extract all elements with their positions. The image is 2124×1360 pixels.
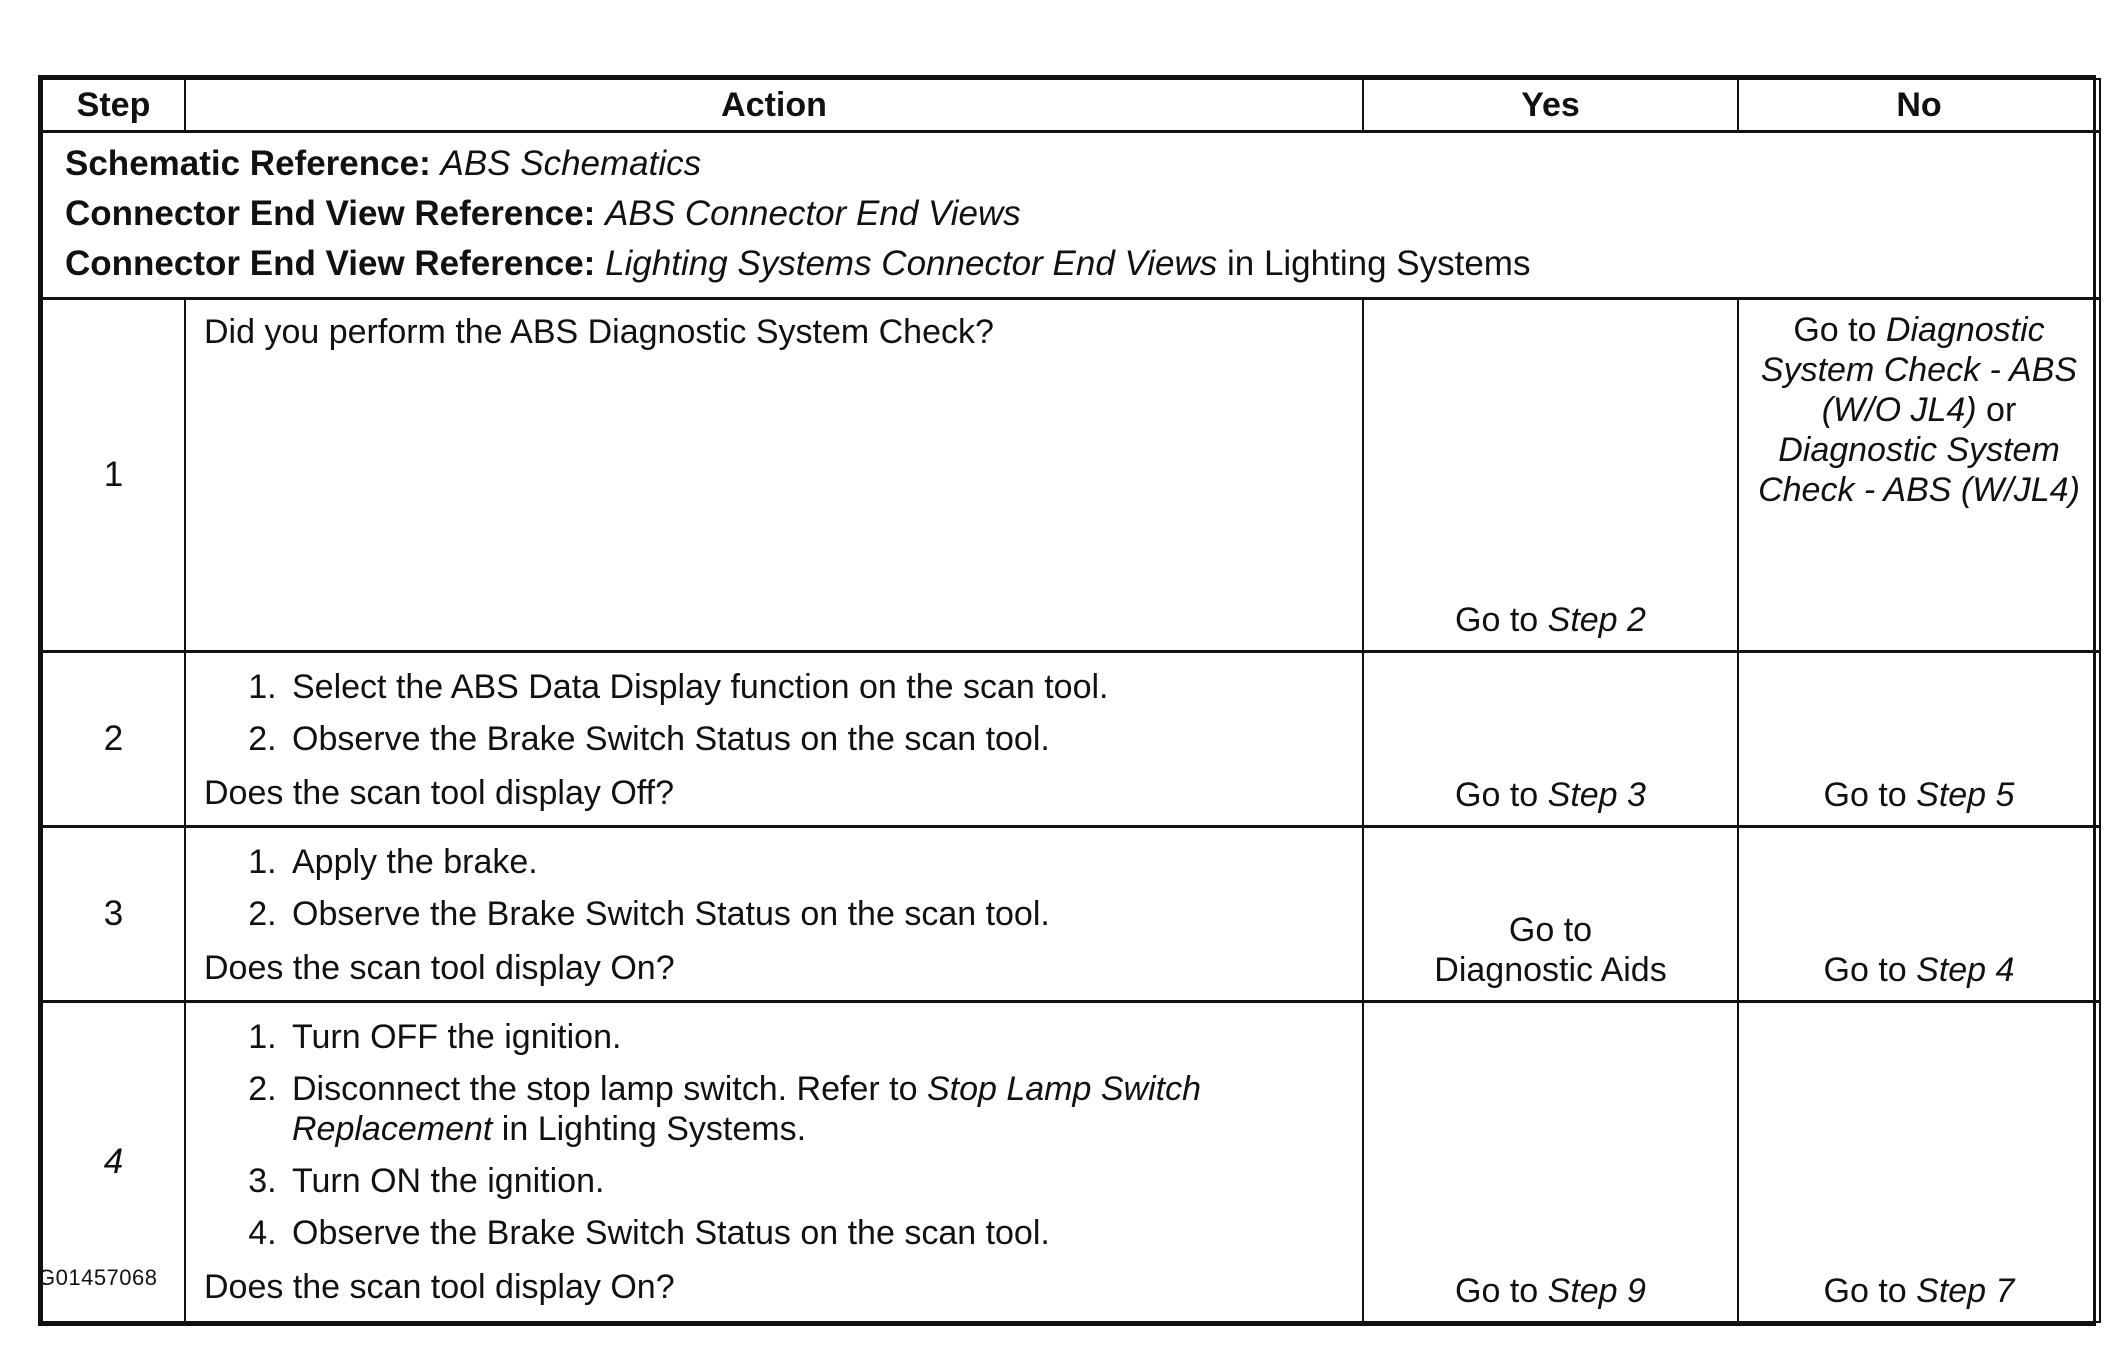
step-number: 2	[42, 652, 185, 827]
action-list	[204, 1017, 1344, 1253]
yes-diagnostic-aids-link[interactable]: Diagnostic Aids	[1434, 951, 1667, 989]
header-no: No	[1738, 79, 2100, 132]
yes-cell	[1363, 299, 1738, 652]
figure-id: G01457068	[38, 1265, 158, 1290]
yes-step-link[interactable]: Step 3	[1547, 776, 1646, 814]
diagnostic-table-frame	[38, 75, 2096, 1326]
header-action: Action	[185, 79, 1363, 132]
connector-reference-lighting	[65, 239, 2077, 289]
yes-prefix: Go to	[1455, 601, 1548, 639]
no-prefix: Go to	[1823, 776, 1917, 814]
action-item: 1. Select the ABS Data Display function on the scan tool.	[286, 667, 1344, 707]
action-cell	[185, 652, 1363, 827]
reference-cell	[42, 132, 2100, 299]
step-row-4	[42, 1002, 2100, 1323]
step-question: Does the scan tool display On?	[204, 949, 675, 987]
no-cell	[1738, 299, 2100, 652]
stop-lamp-switch-link[interactable]: Stop Lamp Switch Replacement	[292, 1070, 1201, 1148]
reference-label: Connector End View Reference:	[65, 244, 596, 283]
no-prefix: Go to	[1793, 311, 1886, 349]
action-text: in Lighting Systems.	[492, 1110, 807, 1148]
reference-row	[42, 132, 2100, 299]
step-question: Did you perform the ABS Diagnostic System Check?	[204, 313, 994, 351]
action-item: 2. Observe the Brake Switch Status on the scan tool.	[286, 719, 1344, 759]
reference-label: Connector End View Reference:	[65, 194, 596, 233]
yes-step-link[interactable]: Step 2	[1547, 601, 1646, 639]
no-step-link[interactable]: Step 5	[1916, 776, 2015, 814]
no-link-wo-jl4[interactable]: Diagnostic System Check - ABS (W/O JL4)	[1760, 311, 2078, 429]
header-row	[42, 79, 2100, 132]
no-cell	[1738, 1002, 2100, 1323]
yes-cell	[1363, 827, 1738, 1002]
step-row-1	[42, 299, 2100, 652]
no-cell	[1738, 827, 2100, 1002]
action-item: 2. Observe the Brake Switch Status on the scan tool.	[286, 894, 1344, 934]
no-step-link[interactable]: Step 4	[1916, 951, 2015, 989]
action-item: 4. Observe the Brake Switch Status on the scan tool.	[286, 1213, 1344, 1253]
yes-step-link[interactable]: Step 9	[1547, 1272, 1646, 1310]
reference-suffix: in Lighting Systems	[1217, 244, 1531, 283]
connector-reference-abs	[65, 189, 2077, 239]
yes-prefix: Go to	[1508, 911, 1593, 949]
step-number: 4	[42, 1002, 185, 1323]
action-item	[286, 1069, 1344, 1149]
no-prefix: Go to	[1823, 951, 1917, 989]
no-cell	[1738, 652, 2100, 827]
header-step: Step	[42, 79, 185, 132]
step-row-2	[42, 652, 2100, 827]
reference-link[interactable]: ABS Connector End Views	[605, 194, 1021, 233]
no-link-w-jl4[interactable]: Diagnostic System Check - ABS (W/JL4)	[1758, 431, 2080, 509]
yes-prefix: Go to	[1455, 776, 1548, 814]
action-item: 3. Turn ON the ignition.	[286, 1161, 1344, 1201]
action-cell	[185, 1002, 1363, 1323]
diagnostic-table	[41, 78, 2101, 1323]
yes-prefix: Go to	[1455, 1272, 1548, 1310]
yes-cell	[1363, 652, 1738, 827]
action-text: Disconnect the stop lamp switch. Refer to	[292, 1070, 927, 1108]
schematic-reference	[65, 139, 2077, 189]
reference-link[interactable]: Lighting Systems Connector End Views	[605, 244, 1218, 283]
reference-link[interactable]: ABS Schematics	[440, 144, 702, 183]
step-number: 1	[42, 299, 185, 652]
step-row-3	[42, 827, 2100, 1002]
step-question: Does the scan tool display On?	[204, 1268, 675, 1306]
no-prefix: Go to	[1823, 1272, 1917, 1310]
action-item: 1. Turn OFF the ignition.	[286, 1017, 1344, 1057]
yes-cell	[1363, 1002, 1738, 1323]
action-list	[204, 667, 1344, 759]
no-step-link[interactable]: Step 7	[1916, 1272, 2015, 1310]
header-yes: Yes	[1363, 79, 1738, 132]
action-list	[204, 842, 1344, 934]
no-or: or	[1976, 391, 2017, 429]
step-question: Does the scan tool display Off?	[204, 774, 674, 812]
action-item: 1. Apply the brake.	[286, 842, 1344, 882]
reference-label: Schematic Reference:	[65, 144, 431, 183]
step-number: 3	[42, 827, 185, 1002]
action-cell	[185, 827, 1363, 1002]
action-cell	[185, 299, 1363, 652]
